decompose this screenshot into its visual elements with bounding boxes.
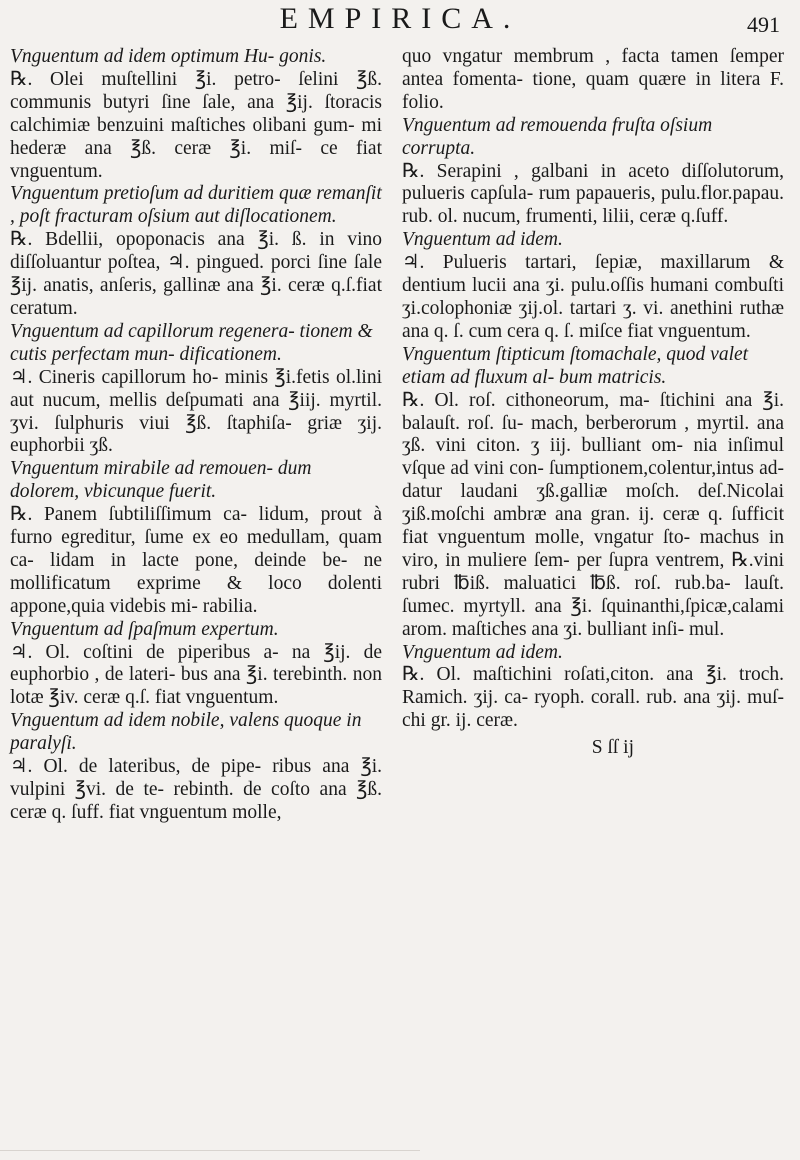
recipe-heading: Vnguentum ad idem nobile, valens quoque in paralyſi. — [10, 710, 362, 755]
recipe-heading: Vnguentum ad remouenda fruſta oſsium corrupta. — [402, 114, 713, 159]
recipe-text: ℞. Bdellii, opoponacis ana ℥i. ß. in vino diſſoluantur poſtea, ♃. pingued. porci ſine ſale ℥ij. anatis, anſeris, gallinæ ana ℥i. ceræ q.ſ.fiat ceratum. — [10, 229, 382, 319]
recipe-heading: Vnguentum ad idem. — [402, 229, 563, 251]
recipe-text: ℞. Serapini , galbani in aceto diſſolutorum, pulueris capſula- rum papaueris, pulu.flor.papau. rub. ol. nucum, frumenti, lilii, ceræ q.ſuff. — [402, 160, 784, 228]
running-title: EMPIRICA. — [279, 2, 521, 35]
recipe-heading: Vnguentum mirabile ad remouen- dum dolorem, vbicunque fuerit. — [10, 458, 312, 503]
page-edge-line — [0, 1150, 420, 1151]
recipe-text: quo vngatur membrum , facta tamen ſemper antea fomenta- tione, quam quære in litera F. folio. — [402, 46, 784, 113]
page-number: 491 — [747, 12, 780, 37]
running-head — [0, 2, 800, 42]
recipe-text: ♃. Ol. de lateribus, de pipe- ribus ana ℥i. vulpini ℥vi. de te- rebinth. de coſto ana ℥ß. ceræ q. ſuff. fiat vnguentum molle, — [10, 756, 382, 823]
recipe-heading: Vnguentum ſtipticum ſtomachale, quod valet etiam ad fluxum al- bum matricis. — [402, 343, 749, 388]
recipe-text: ♃. Ol. coſtini de piperibus a- na ℥ij. de euphorbio , de lateri- bus ana ℥i. terebinth. non lotæ ℥iv. ceræ q.ſ. fiat vnguentum. — [10, 641, 382, 709]
catchword: S ſſ ij — [591, 737, 634, 759]
recipe-text: ℞. Panem ſubtiliſſimum ca- lidum, prout à furno egreditur, ſume ex eo medullam, quam ca- lidam in lacte pone, deinde be- ne mollificatum exprime & loco dolenti appone,quia videbis mi- rabilia. — [10, 504, 382, 617]
recipe-heading: Vnguentum pretioſum ad duritiem quæ remanſit , poſt fracturam oſsium aut diſlocationem. — [10, 183, 382, 228]
recipe-text: ♃. Cineris capillorum ho- minis ℥i.fetis ol.lini aut nucum, mellis deſpumati ana ℥iij. myrtil. ʒvi. ſulphuris viui ℥ß. ſtaphiſa- griæ ʒij. euphorbii ʒß. — [10, 366, 382, 457]
recipe-heading: Vnguentum ad ſpaſmum expertum. — [10, 618, 279, 640]
recipe-text: ♃. Pulueris tartari, ſepiæ, maxillarum & dentium lucii ana ʒi. pulu.oſſis humani combuſti ʒi.colophoniæ ʒij.ol. tartari ʒ. vi. anethini ruthæ ana q. ſ. cum cera q. ſ. miſce fiat vnguentum. — [402, 252, 784, 342]
recipe-text: ℞. Ol. roſ. cithoneorum, ma- ſtichini ana ℥i. balauſt. roſ. ſu- mach, berberorum , myrtil. ana ʒß. vini citon. ʒ iij. bulliant om- nia inſimul vſque ad vini con- ſumptionem,colentur,intus ad- datur laudani ʒß.galliæ moſch. deſ.Nicolai ʒiß.moſchi ambræ ana gran. ij. ceræ q. ſufficit fiat vnguentum molle, vngatur ſto- machus in viro, in muliere ſem- per ſupra ventrem, ℞.vini rubri ℔iß. maluatici ℔ß. roſ. rub.ba- lauſt. ſumec. myrtyll. ana ℥i. ſquinanthi,ſpicæ,calami arom. maſtiches ana ʒi. bulliant inſi- mul. — [402, 389, 784, 640]
left-column — [10, 46, 382, 825]
recipe-text: ℞. Olei muſtellini ℥i. petro- ſelini ℥ß. communis butyri ſine ſale, ana ℥ij. ſtoracis calchimiæ benzuini maſtiches olibani gum- mi hederæ ana ℥ß. ceræ ℥i. miſ- ce fiat vnguentum. — [10, 68, 382, 182]
recipe-heading: Vnguentum ad idem. — [402, 641, 563, 663]
recipe-heading: Vnguentum ad idem optimum Hu- gonis. — [10, 46, 327, 67]
right-column — [402, 46, 784, 760]
recipe-heading: Vnguentum ad capillorum regenera- tionem & cutis perfectam mun- dificationem. — [10, 320, 373, 365]
recipe-text: ℞. Ol. maſtichini roſati,citon. ana ℥i. troch. Ramich. ʒij. ca- ryoph. corall. rub. ana ʒij. muſ- chi gr. ij. ceræ. — [402, 664, 784, 732]
